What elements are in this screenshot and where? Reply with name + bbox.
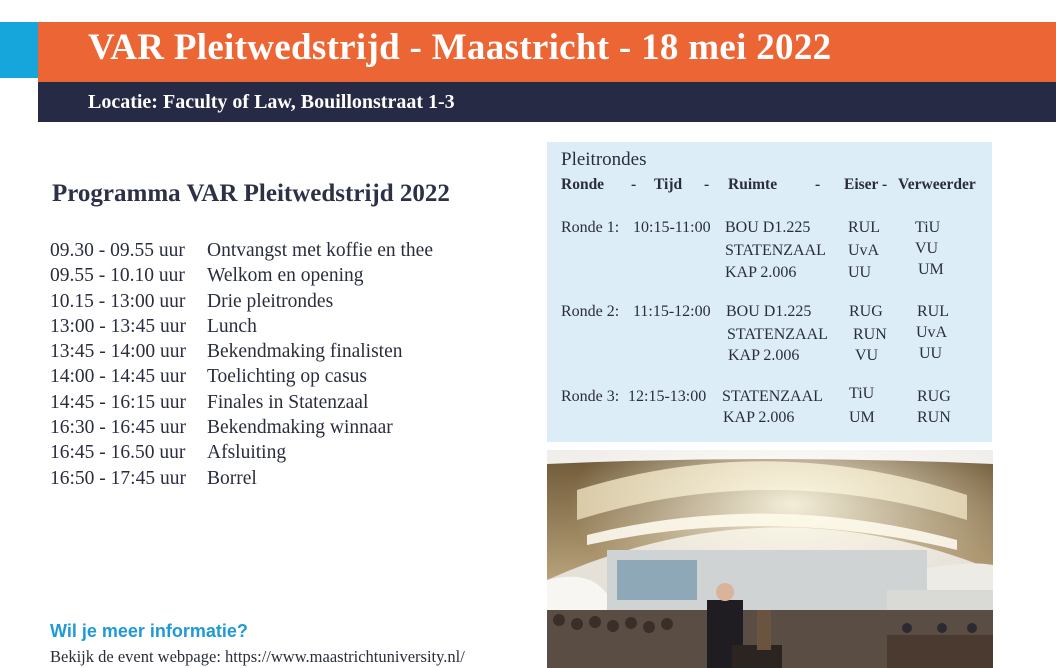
header-eiser: Eiser - <box>844 176 888 193</box>
schedule-activity: Bekendmaking winnaar <box>207 417 393 439</box>
header-ruimte: Ruimte <box>728 176 778 193</box>
schedule-row <box>50 291 433 316</box>
more-info-heading: Wil je meer informatie? <box>50 621 248 641</box>
title-banner <box>38 22 1056 82</box>
round-verweerder: UvA <box>916 324 948 341</box>
round-verweerder: VU <box>915 240 939 257</box>
round-room: STATENZAAL <box>722 388 823 405</box>
header-dash: - <box>631 176 637 193</box>
header-tijd: Tijd <box>654 176 683 193</box>
more-info-text: Bekijk de event webpage: https://www.maastrichtuniversity.nl/ <box>50 647 465 666</box>
schedule-time: 14:45 - 16:15 uur <box>50 391 186 413</box>
schedule-row <box>50 265 433 290</box>
schedule-activity: Drie pleitrondes <box>207 290 334 312</box>
round-eiser: TiU <box>849 385 875 402</box>
schedule-time: 09.55 - 10.10 uur <box>50 265 185 287</box>
schedule-time: 14:00 - 14:45 uur <box>50 366 186 388</box>
round-eiser: RUN <box>853 326 887 343</box>
accent-tab <box>0 22 38 78</box>
schedule-time: 13:45 - 14:00 uur <box>50 341 186 363</box>
round-room: BOU D1.225 <box>725 219 811 236</box>
round-eiser: UM <box>849 409 875 426</box>
round-time: 12:15-13:00 <box>628 388 707 405</box>
page-title: VAR Pleitwedstrijd - Maastricht - 18 mei 2022 <box>88 27 832 68</box>
round-room: STATENZAAL <box>727 326 828 343</box>
round-room: BOU D1.225 <box>726 303 812 320</box>
round-verweerder: UM <box>918 261 944 278</box>
round-verweerder: TiU <box>915 219 941 236</box>
schedule-activity: Borrel <box>207 467 257 489</box>
header-ronde: Ronde <box>561 176 605 193</box>
header-dash: - <box>704 176 710 193</box>
schedule-time: 10.15 - 13:00 uur <box>50 290 186 312</box>
schedule-row <box>50 468 433 493</box>
round-room: KAP 2.006 <box>725 264 797 281</box>
round-verweerder: RUN <box>917 409 951 426</box>
schedule-row <box>50 366 433 391</box>
schedule-row <box>50 442 433 467</box>
schedule-activity: Bekendmaking finalisten <box>207 341 403 363</box>
schedule-activity: Toelichting op casus <box>207 366 368 388</box>
schedule-activity: Lunch <box>207 315 257 337</box>
location-banner <box>38 82 1056 122</box>
round-room: STATENZAAL <box>725 242 826 259</box>
location-text: Locatie: Faculty of Law, Bouillonstraat 1-3 <box>88 91 455 113</box>
round-eiser: UvA <box>848 242 880 259</box>
programme-schedule <box>50 240 433 493</box>
schedule-time: 16:45 - 16.50 uur <box>50 442 186 464</box>
schedule-time: 16:50 - 17:45 uur <box>50 467 186 489</box>
round-eiser: RUL <box>848 219 880 236</box>
header-verweerder: Verweerder <box>898 176 976 193</box>
schedule-row <box>50 316 433 341</box>
programme-title: Programma VAR Pleitwedstrijd 2022 <box>52 180 450 207</box>
round-eiser: RUG <box>849 303 883 320</box>
round-eiser: UU <box>848 264 872 281</box>
header-dash: - <box>815 176 821 193</box>
round-time: 11:15-12:00 <box>633 303 711 320</box>
round-eiser: VU <box>855 347 879 364</box>
round-verweerder: UU <box>919 345 943 362</box>
schedule-row <box>50 417 433 442</box>
schedule-activity: Welkom en opening <box>207 265 364 287</box>
round-label: Ronde 1: <box>561 219 620 236</box>
schedule-time: 13:00 - 13:45 uur <box>50 315 186 337</box>
schedule-row <box>50 392 433 417</box>
round-room: KAP 2.006 <box>728 347 800 364</box>
schedule-time: 09.30 - 09.55 uur <box>50 240 185 261</box>
round-time: 10:15-11:00 <box>633 219 711 236</box>
round-label: Ronde 2: <box>561 303 620 320</box>
schedule-row <box>50 240 433 265</box>
courtroom-photo <box>547 450 993 668</box>
round-verweerder: RUL <box>917 303 949 320</box>
rounds-title: Pleitrondes <box>561 149 647 170</box>
round-verweerder: RUG <box>917 388 951 405</box>
schedule-activity: Ontvangst met koffie en thee <box>207 240 433 261</box>
rounds-panel <box>547 142 992 442</box>
schedule-row <box>50 341 433 366</box>
schedule-time: 16:30 - 16:45 uur <box>50 417 186 439</box>
round-label: Ronde 3: <box>561 388 620 405</box>
round-room: KAP 2.006 <box>723 409 795 426</box>
schedule-activity: Finales in Statenzaal <box>207 391 369 413</box>
schedule-activity: Afsluiting <box>207 442 287 464</box>
